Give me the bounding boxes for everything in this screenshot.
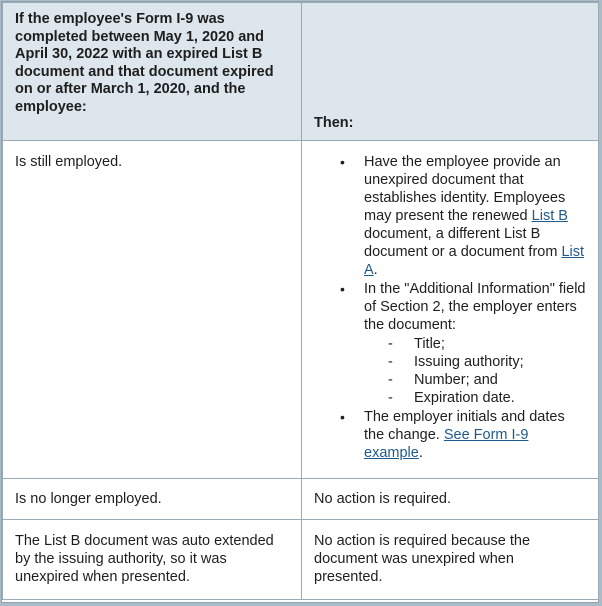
list-item xyxy=(364,408,586,462)
bullet-text: The employer initials and dates the change. xyxy=(364,409,565,443)
sub-list-item: - Issuing authority; xyxy=(414,353,586,371)
action-cell: No action is required because the document was unexpired when presented. xyxy=(302,520,599,600)
i9-guidance-table xyxy=(2,2,599,600)
condition-cell: Is no longer employed. xyxy=(3,479,302,520)
bullet-text: In the "Additional Information" field of Section 2, the employer enters the document: xyxy=(364,281,586,333)
header-then: Then: xyxy=(302,3,599,141)
table-row xyxy=(3,520,599,600)
sub-list-item: - Number; and xyxy=(414,371,586,389)
header-condition: If the employee's Form I-9 was completed between May 1, 2020 and April 30, 2022 with an expired List B document and that document expired on or after March 1, 2020, and the employee: xyxy=(3,3,302,141)
bullet-text: . xyxy=(373,262,378,278)
table-row xyxy=(3,479,599,520)
condition-cell: The List B document was auto extended by the issuing authority, so it was unexpired when presented. xyxy=(3,520,302,600)
list-b-link[interactable]: List B xyxy=(531,208,568,224)
bullet-text: Have the employee provide an unexpired document that establishes identity. Employees may present the renewed xyxy=(364,154,566,224)
document-fields-list xyxy=(364,335,586,407)
action-list xyxy=(314,153,586,462)
list-item xyxy=(364,153,586,279)
list-item xyxy=(364,280,586,407)
action-cell: No action is required. xyxy=(302,479,599,520)
table-row xyxy=(3,141,599,479)
action-cell xyxy=(302,141,599,479)
condition-cell: Is still employed. xyxy=(3,141,302,479)
sub-list-item: - Expiration date. xyxy=(414,389,586,407)
list-a-link[interactable]: List A xyxy=(364,244,585,278)
bullet-text: document, a different List B document or a document from xyxy=(364,226,562,260)
table-header-row xyxy=(3,3,599,141)
i9-guidance-table-frame xyxy=(1,1,599,603)
bullet-text: . xyxy=(418,445,423,461)
sub-list-item: - Title; xyxy=(414,335,586,353)
form-i9-example-link[interactable]: See Form I-9 example xyxy=(364,427,529,461)
